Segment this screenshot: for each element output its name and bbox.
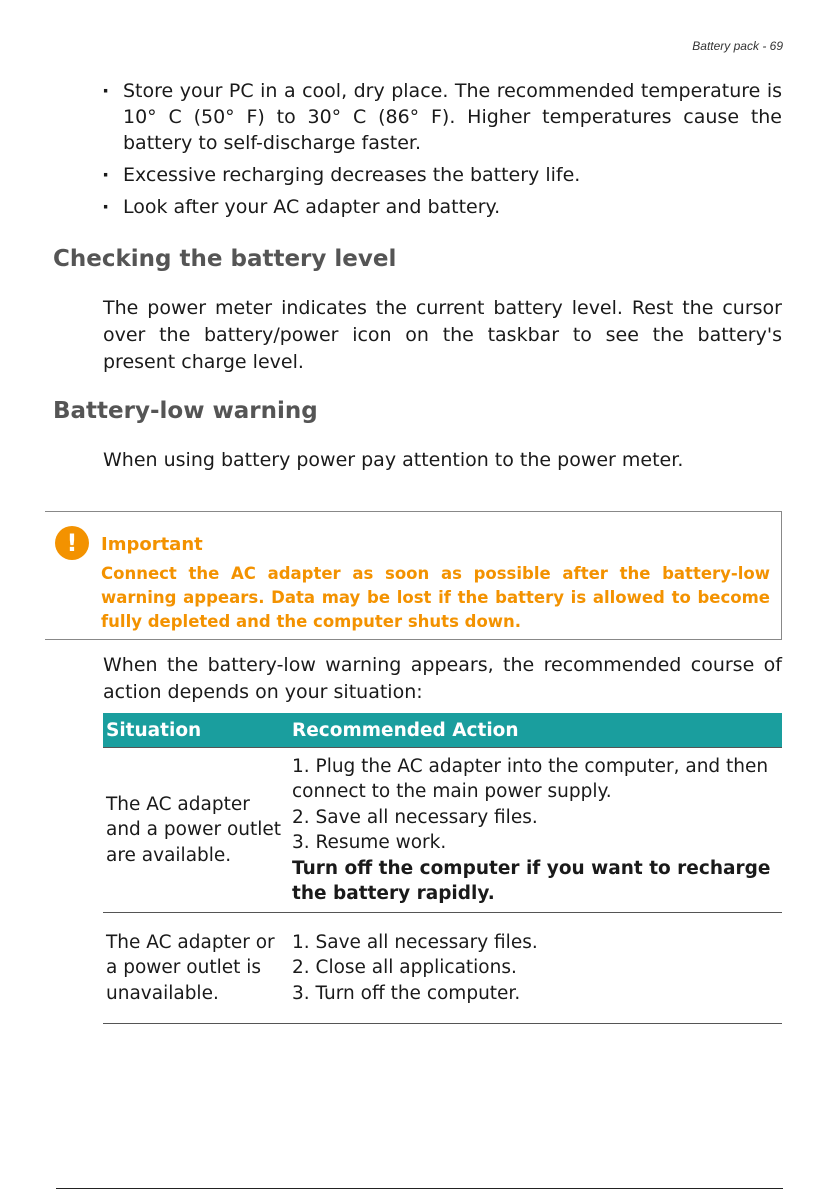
- battery-low-actions-table: [103, 713, 782, 1024]
- column-header-situation: Situation: [103, 713, 289, 748]
- table-row: [103, 748, 782, 913]
- list-item: · Store your PC in a cool, dry place. The recommended temperature is 10° C (50° F) to 30° C (86° F). Higher temperatures cause the battery to self-discharge faster.: [102, 78, 782, 156]
- storage-tips-list: [102, 78, 782, 226]
- action-step: 1. Plug the AC adapter into the computer, and then connect to the main power supply.: [292, 755, 769, 802]
- action-intro-paragraph: When the battery-low warning appears, the recommended course of action depends on your situation:: [103, 654, 782, 703]
- important-title: Important: [101, 534, 203, 555]
- section-heading-checking: Checking the battery level: [53, 246, 397, 272]
- action-cell: [289, 913, 782, 1024]
- action-step: 3. Turn off the computer.: [292, 982, 521, 1004]
- exclamation-icon: !: [55, 526, 89, 560]
- running-header: Battery pack - 69: [692, 39, 783, 53]
- action-step: 3. Resume work.: [292, 832, 447, 853]
- list-item: · Look after your AC adapter and battery.: [102, 194, 782, 220]
- column-header-action: Recommended Action: [289, 713, 782, 748]
- action-note: Turn off the computer if you want to recharge the battery rapidly.: [292, 857, 771, 904]
- section-heading-warning: Battery-low warning: [53, 398, 318, 424]
- table-row: [103, 913, 782, 1024]
- action-step: 2. Close all applications.: [292, 957, 517, 979]
- footer-divider: [56, 1188, 783, 1189]
- action-cell: [289, 748, 782, 913]
- list-item: · Excessive recharging decreases the battery life.: [102, 162, 782, 188]
- checking-paragraph: The power meter indicates the current battery level. Rest the cursor over the battery/power icon on the taskbar to see the battery's present charge level.: [103, 297, 782, 373]
- action-step: 2. Save all necessary files.: [292, 806, 538, 828]
- important-text: Connect the AC adapter as soon as possible after the battery-low warning appears. Data may be lost if the battery is allowed to become fully depleted and the computer shuts down.: [101, 564, 770, 631]
- situation-cell: The AC adapter and a power outlet are available.: [103, 748, 289, 913]
- warning-paragraph: When using battery power pay attention to the power meter.: [103, 449, 684, 471]
- situation-cell: The AC adapter or a power outlet is unavailable.: [103, 913, 289, 1024]
- important-callout: [45, 511, 782, 640]
- table-header-row: [103, 713, 782, 748]
- action-step: 1. Save all necessary files.: [292, 931, 538, 953]
